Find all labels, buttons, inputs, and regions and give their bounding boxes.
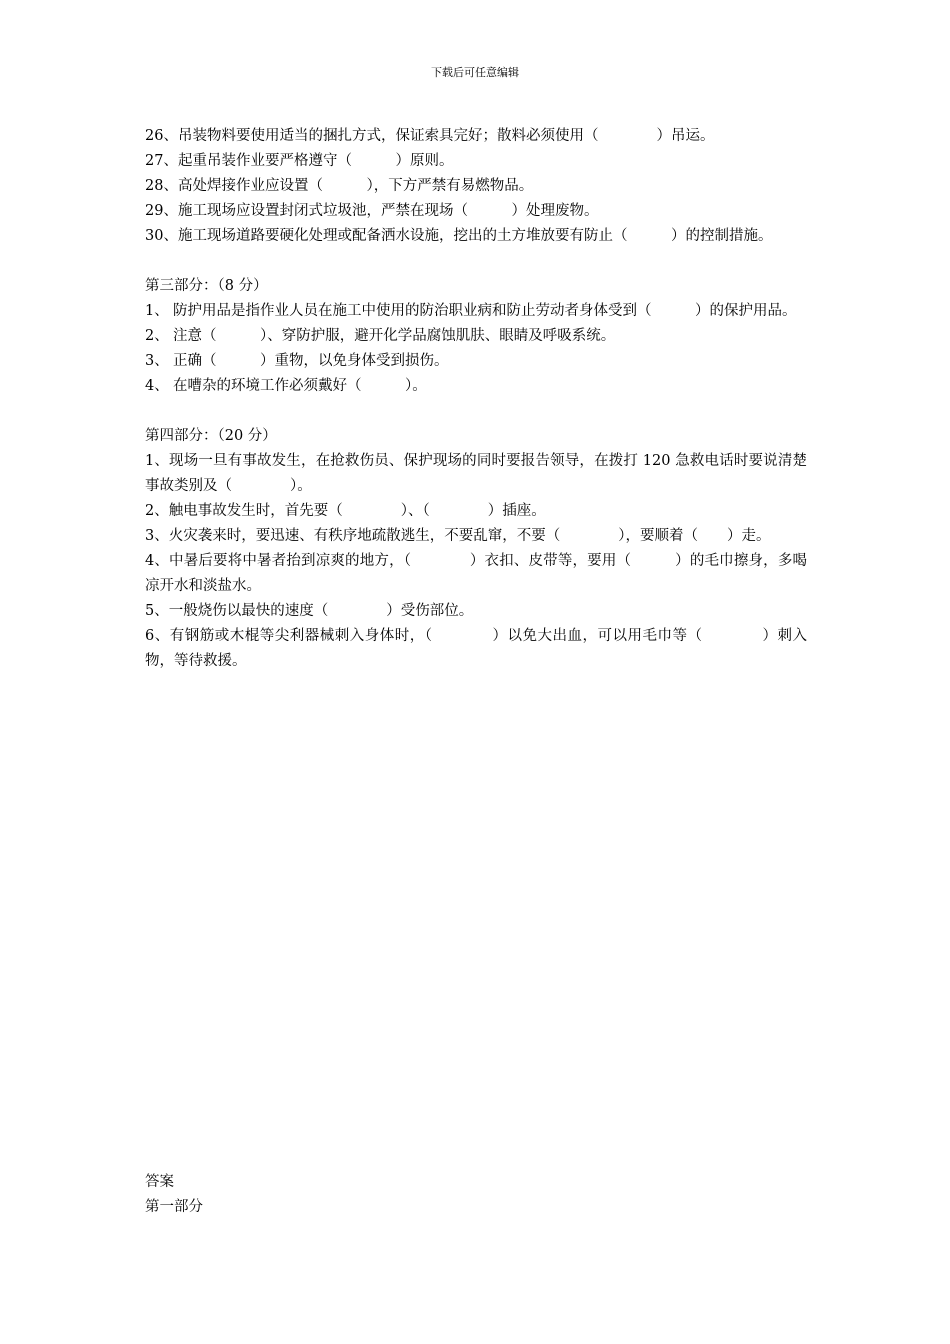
question-text: 防护用品是指作业人员在施工中使用的防治职业病和防止劳动者身体受到（ ）的保护用品。: [173, 303, 797, 319]
question-text: 正确（ ）重物，以免身体受到损伤。: [173, 353, 449, 369]
document-body: [145, 124, 807, 674]
question-number: 3、: [145, 353, 169, 369]
part4-question-6: 6、有钢筋或木棍等尖利器械刺入身体时，（ ）以免大出血，可以用毛巾等（ ）刺入物，等待救援。: [145, 628, 807, 669]
part3-question-3: [145, 349, 807, 374]
part3-title: 第三部分：（8 分）: [145, 278, 268, 294]
answer-section: [145, 1170, 807, 1220]
question-text: 注意（ ）、穿防护服，避开化学品腐蚀肌肤、眼睛及呼吸系统。: [173, 328, 616, 344]
question-26: 26、吊装物料要使用适当的捆扎方式，保证索具完好；散料必须使用（ ）吊运。: [145, 128, 715, 144]
question-number: 4、: [145, 378, 169, 394]
page-header: 下载后可任意编辑: [431, 66, 519, 79]
part3-question-4: [145, 374, 807, 399]
question-29: 29、施工现场应设置封闭式垃圾池，严禁在现场（ ）处理废物。: [145, 203, 599, 219]
answer-label: 答案: [145, 1174, 174, 1190]
part4-question-1: 1、现场一旦有事故发生，在抢救伤员、保护现场的同时要报告领导，在拨打 120 急救电话时要说清楚事故类别及（ ）。: [145, 453, 807, 494]
part4-question-4: 4、中暑后要将中暑者抬到凉爽的地方，（ ）衣扣、皮带等，要用（ ）的毛巾擦身，多喝凉开水和淡盐水。: [145, 553, 807, 594]
part3-question-2: [145, 324, 807, 349]
part3-question-1: [145, 299, 807, 324]
question-number: 1、: [145, 303, 169, 319]
part4-title: 第四部分：（20 分）: [145, 428, 277, 444]
part4-question-5: 5、一般烧伤以最快的速度（ ）受伤部位。: [145, 603, 474, 619]
question-number: 2、: [145, 328, 169, 344]
part4-question-3: 3、火灾袭来时，要迅速、有秩序地疏散逃生，不要乱窜，不要（ ），要顺着（ ）走。: [145, 528, 771, 544]
question-27: 27、起重吊装作业要严格遵守（ ）原则。: [145, 153, 454, 169]
section-gap: [145, 249, 807, 274]
question-28: 28、高处焊接作业应设置（ ），下方严禁有易燃物品。: [145, 178, 534, 194]
answer-part1-label: 第一部分: [145, 1199, 203, 1215]
question-30: 30、施工现场道路要硬化处理或配备洒水设施，挖出的土方堆放要有防止（ ）的控制措施。: [145, 228, 773, 244]
part4-question-2: 2、触电事故发生时，首先要（ ）、（ ）插座。: [145, 503, 546, 519]
section-gap: [145, 399, 807, 424]
question-text: 在嘈杂的环境工作必须戴好（ ）。: [173, 378, 427, 394]
